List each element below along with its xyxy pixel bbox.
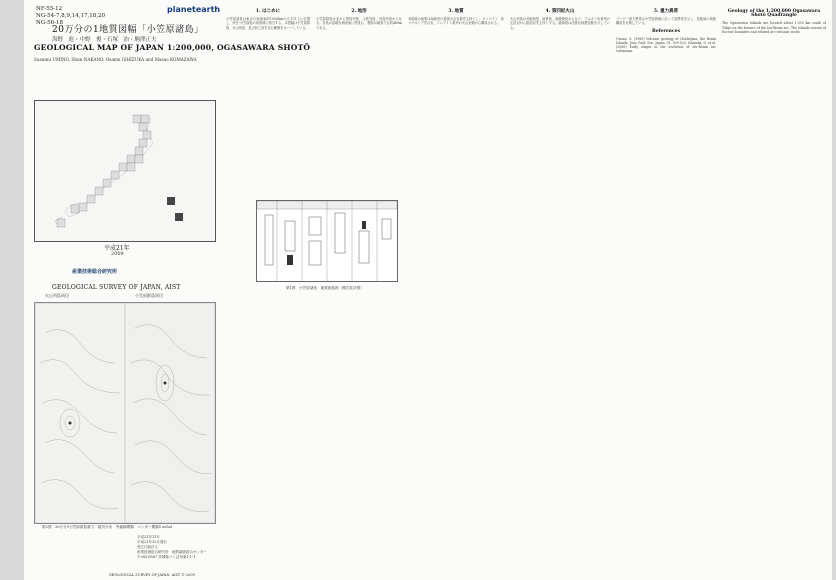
column-text: 火山列島は北硫黄島、硫黄島、南硫黄島からなり、アルカリ岩系列の玄武岩から粗面岩を主体とする。硫黄島は活発な地殻変動を示している。: [510, 17, 610, 30]
gravity-contour-figure: [34, 293, 216, 524]
fig2-caption: 第2図 20万分1小笠原群島重力・磁気分布 等値線間隔 コンター間隔5 mGal: [42, 525, 172, 529]
text-column-4: [510, 6, 610, 576]
colophon: [137, 535, 217, 560]
text-column-2: [316, 6, 402, 191]
title-jp: 20万分の1地質図幅「小笠原諸島」: [52, 25, 204, 35]
text-column-3: [408, 6, 504, 576]
colophon-line: 〒305-8567 茨城県つくば市東1-1-1: [137, 555, 196, 559]
planetearth-logo: planetearth: [167, 5, 221, 14]
text-column-6: [722, 6, 826, 576]
sheet-code: NF-55-12: [36, 6, 63, 12]
colophon-line: 独立行政法人: [137, 545, 158, 549]
publisher-name: GEOLOGICAL SURVEY OF JAPAN, AIST: [52, 284, 181, 291]
column-heading: References: [651, 28, 681, 34]
index-map: [34, 100, 216, 242]
year-jp: 平成21年: [104, 245, 130, 252]
colophon-line: 産業技術総合研究所 地質調査総合センター: [137, 550, 207, 554]
fig2-label-left: 火山列島周辺: [45, 293, 69, 298]
footer-publisher: GEOLOGICAL SURVEY OF JAPAN, AIST © 2009: [109, 573, 195, 577]
column-heading: 4. 第四紀火山: [545, 9, 575, 14]
column-text: ブーゲー重力異常は小笠原海嶺に沿って高異常を示し、前弧域の地殻構造を反映している。: [616, 17, 716, 26]
column-heading: 3. 地質: [448, 9, 464, 14]
column-text: Umino, S. (1985) Volcanic geology of Chichijima, the Bonin Islands. Jour. Geol. Soc. Japan, 91, 505-523. Ishizuka, O. et al. (2006) Early stages in the evolution of Izu-Bonin arc volcanism.: [616, 36, 716, 54]
sheet-code: NG-56-18: [36, 20, 64, 26]
column-text: The Ogasawara Islands are located about 1,000 km south of Tokyo on the forearc of the Izu-Bonin arc. The islands consist of Eocene boninites and related arc volcanic rocks.: [722, 21, 826, 34]
colophon-line: 平成21年12月発行: [137, 540, 167, 544]
column-heading: 2. 地形: [351, 9, 367, 14]
authors-jp: 海野 進・中野 俊・石塚 治・駒澤正夫: [52, 37, 157, 43]
column-heading: 1. はじめに: [255, 9, 281, 14]
fig1-caption: 第1図 小笠原諸島 地質総括図（模式柱状図）: [286, 286, 364, 290]
contour-map: [35, 303, 215, 523]
authors-en: Susumu UMINO, Shun NAKANO, Osamu ISHIZUKA and Masao KOMAZAWA: [34, 57, 197, 62]
text-column-5: [616, 6, 716, 576]
sheet-code: NG-54-7,8,9,14,17,18,20: [36, 13, 106, 19]
year: 2009: [111, 251, 124, 257]
column-text: 小笠原群島は北から聟島列島、父島列島、母島列島からなる。各島は急峻な海食崖に囲まれ、標高は最高でも約460mである。: [316, 17, 402, 30]
column-heading: 5. 重力異常: [653, 9, 679, 14]
title-en: GEOLOGICAL MAP OF JAPAN 1:200,000, OGASAWARA SHOTŌ: [34, 43, 311, 52]
column-text: 小笠原諸島は東京の南南東約1000kmの太平洋上に位置し、伊豆-小笠原弧の前弧域に相当する。本図幅は小笠原群島、火山列島、及び西之島を含む範囲をカバーしている。: [226, 17, 310, 30]
column-text: 本地域の地質は始新世の島弧火山岩類を主体とし、ボニナイト、高マグネシア安山岩、ソレアイト系列の火山岩類から構成される。: [408, 17, 504, 26]
stratigraphic-column-figure: [256, 200, 398, 282]
column-heading: Geology of the 1:200,000 Ogasawara Shotō Quadrangle: [727, 9, 821, 19]
gsj-logo-text: 産業技術総合研究所: [72, 269, 118, 275]
fig2-label-right: 小笠原群島周辺: [135, 293, 163, 298]
text-column-1: [226, 6, 310, 576]
map-sheet: [24, 0, 832, 580]
strat-figure: [257, 201, 397, 281]
japan-index-map-figure: [35, 101, 215, 241]
colophon-line: 平成21年11月: [137, 535, 160, 539]
